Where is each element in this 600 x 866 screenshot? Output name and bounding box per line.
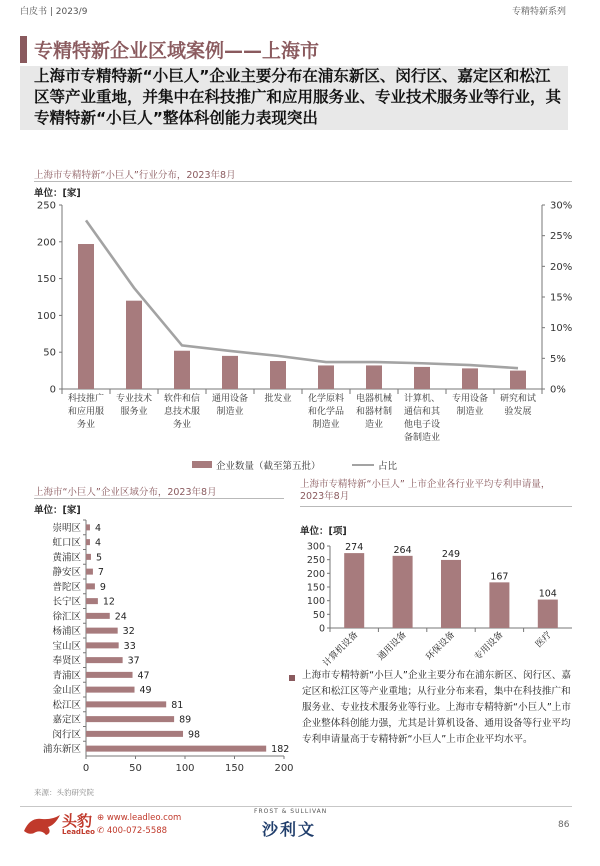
chart3-category-label: 通用设备 bbox=[376, 630, 409, 663]
chart2-value-label: 49 bbox=[139, 685, 152, 697]
chart3-y-tick-label: 150 bbox=[306, 582, 325, 594]
chart2-value-label: 33 bbox=[123, 640, 136, 652]
website-text: www.leadleo.com bbox=[106, 813, 182, 823]
legend-line-swatch bbox=[352, 464, 374, 466]
chart1-bar bbox=[414, 367, 430, 389]
chart1-category-label: 研究和试验发展 bbox=[499, 394, 537, 417]
chart2-bar bbox=[86, 524, 90, 530]
chart2-category-label: 徐汇区 bbox=[52, 611, 81, 623]
phone-text: 400-072-5588 bbox=[106, 826, 168, 836]
globe-icon: ⊕ bbox=[97, 813, 107, 823]
chart2-category-label: 奉贤区 bbox=[52, 655, 81, 667]
chart1-category-label: 专用设备制造业 bbox=[451, 394, 489, 417]
chart3-category-label: 计算机设备 bbox=[321, 630, 361, 669]
chart2-bar bbox=[86, 657, 123, 663]
chart2-value-label: 12 bbox=[102, 596, 115, 608]
chart2-x-tick-label: 0 bbox=[82, 763, 90, 774]
chart2-value-label: 37 bbox=[127, 655, 140, 667]
chart2-category-label: 静安区 bbox=[52, 567, 81, 579]
chart1-category-label: 化学原料和化学品制造业 bbox=[307, 394, 345, 430]
website-link[interactable] bbox=[97, 813, 181, 823]
chart1-category-label: 专业技术服务业 bbox=[115, 394, 153, 417]
footer-rule bbox=[20, 806, 572, 807]
chart1-y2-tick-label: 20% bbox=[550, 261, 573, 273]
chart3-y-tick-label: 100 bbox=[306, 596, 325, 608]
chart2-bar bbox=[86, 598, 98, 604]
chart2-value-label: 182 bbox=[271, 744, 290, 756]
chart1-category-label: 通用设备制造业 bbox=[211, 394, 249, 417]
chart1-y2-tick-label: 15% bbox=[550, 292, 573, 304]
chart3-category-label: 医疗 bbox=[534, 630, 554, 650]
chart2-category-label: 嘉定区 bbox=[52, 714, 81, 726]
phone-contact[interactable] bbox=[97, 826, 167, 836]
chart3-bar bbox=[344, 553, 364, 628]
chart1-title: 上海市专精特新“小巨人”行业分布，2023年8月 bbox=[34, 170, 236, 181]
chart3-value-label: 274 bbox=[345, 542, 364, 554]
chart3-bar bbox=[489, 582, 509, 628]
series-label: 专精特新系列 bbox=[511, 7, 566, 17]
chart2-category-label: 金山区 bbox=[52, 685, 81, 697]
chart2-value-label: 81 bbox=[171, 699, 184, 711]
chart3-y-tick-label: 300 bbox=[306, 541, 325, 553]
brand-cn: 头豹 bbox=[62, 812, 93, 830]
chart1-bar bbox=[222, 356, 238, 389]
chart2-x-tick-label: 50 bbox=[129, 763, 142, 774]
chart2-value-label: 5 bbox=[95, 552, 102, 564]
chart2-value-label: 7 bbox=[97, 567, 104, 579]
chart3-y-tick-label: 0 bbox=[318, 623, 325, 635]
page-number: 86 bbox=[558, 820, 570, 830]
chart2-bar bbox=[86, 746, 266, 752]
chart3-value-label: 167 bbox=[490, 571, 509, 583]
chart1-y2-tick-label: 5% bbox=[550, 353, 566, 365]
chart3-y-tick-label: 50 bbox=[312, 609, 325, 621]
chart1-y2-tick-label: 30% bbox=[550, 200, 573, 212]
chart2-bar bbox=[86, 628, 118, 634]
chart3-bar bbox=[393, 556, 413, 628]
chart1-category-label: 计算机、通信和其他电子设备制造业 bbox=[403, 394, 441, 443]
chart1-y-tick-label: 0 bbox=[49, 384, 56, 396]
chart3-y-tick-label: 250 bbox=[306, 555, 325, 567]
chart2-title: 上海市“小巨人”企业区域分布，2023年8月 bbox=[34, 487, 217, 498]
chart1-bar bbox=[462, 368, 478, 389]
chart1-y2-tick-label: 10% bbox=[550, 323, 573, 335]
chart2-bar bbox=[86, 569, 93, 575]
chart2-value-label: 89 bbox=[179, 714, 192, 726]
chart3-unit: 单位：[项] bbox=[300, 526, 347, 537]
chart2-category-label: 黄浦区 bbox=[52, 552, 81, 564]
chart1-bar bbox=[126, 301, 142, 389]
chart2-bar bbox=[86, 701, 166, 707]
chart2-bar bbox=[86, 731, 183, 737]
chart2-bar bbox=[86, 642, 119, 648]
chart1-bar bbox=[366, 365, 382, 389]
chart2-category-label: 普陀区 bbox=[52, 581, 81, 593]
leadleo-logo bbox=[22, 811, 62, 837]
chart2-value-label: 47 bbox=[137, 670, 150, 682]
chart2-value-label: 98 bbox=[188, 729, 201, 741]
legend-line-label: 占比 bbox=[378, 461, 398, 472]
chart3-value-label: 104 bbox=[538, 588, 557, 600]
chart2-bar bbox=[86, 613, 110, 619]
chart2-title-rule bbox=[34, 498, 284, 499]
chart1-category-label: 批发业 bbox=[264, 394, 292, 404]
chart1-category-label: 科技推广和应用服务业 bbox=[67, 394, 105, 430]
chart2-bar bbox=[86, 672, 133, 678]
chart3-value-label: 264 bbox=[393, 544, 412, 556]
chart3-category-label: 环保设备 bbox=[424, 630, 458, 663]
chart2-category-label: 宝山区 bbox=[52, 640, 81, 652]
chart1-share-line bbox=[86, 220, 518, 368]
partner-cn: 沙利文 bbox=[262, 820, 317, 839]
chart2-category-label: 崇明区 bbox=[52, 522, 81, 534]
legend-bar-label: 企业数量（截至第五批） bbox=[216, 461, 321, 472]
chart3-bar bbox=[441, 560, 461, 628]
chart2-category-label: 杨浦区 bbox=[52, 626, 81, 638]
chart2-value-label: 4 bbox=[94, 537, 102, 549]
chart2-value-label: 4 bbox=[94, 522, 102, 534]
phone-icon: ✆ bbox=[97, 826, 107, 836]
chart1-category-label: 软件和信息技术服务业 bbox=[163, 394, 201, 430]
chart3-value-label: 249 bbox=[441, 548, 461, 560]
chart3-category-label: 专用设备 bbox=[472, 630, 506, 663]
chart1-y-tick-label: 200 bbox=[36, 237, 56, 249]
chart2-category-label: 长宁区 bbox=[52, 596, 81, 608]
chart1-bar bbox=[174, 351, 190, 389]
chart2-unit: 单位：[家] bbox=[34, 505, 81, 516]
chart2-bar bbox=[86, 539, 90, 545]
chart2-category-label: 浦东新区 bbox=[42, 744, 81, 756]
bullet-text: 上海市专精特新“小巨人”企业主要分布在浦东新区、闵行区、嘉定区和松江区等产业重地；从行业分布来看，集中在科技推广和服务业、专业技术服务业等行业。上海市专精特新“小巨人”上市企业整体科创能力强，尤其是计算机设备、通用设备等行业平均专利申请量高于专精特新“小巨人”上市企业平均水平。 bbox=[302, 670, 571, 745]
chart2-category-label: 松江区 bbox=[52, 699, 81, 711]
chart2-category-label: 闵行区 bbox=[52, 729, 81, 741]
chart2-value-label: 24 bbox=[114, 611, 127, 623]
legend-bar-swatch bbox=[192, 461, 212, 468]
bullet-marker bbox=[289, 675, 295, 681]
chart2-bar bbox=[86, 687, 135, 693]
chart2-bar bbox=[86, 583, 95, 589]
chart1-bar bbox=[510, 371, 526, 389]
chart3-title-rule bbox=[300, 506, 572, 507]
chart2-bar bbox=[86, 716, 174, 722]
chart1-y2-tick-label: 0% bbox=[550, 384, 566, 396]
chart2-bar bbox=[86, 554, 91, 560]
chart2-x-tick-label: 100 bbox=[175, 763, 195, 774]
chart2-category-label: 虹口区 bbox=[52, 537, 81, 549]
partner-en: FROST & SULLIVAN bbox=[254, 808, 328, 815]
chart3-y-tick-label: 200 bbox=[306, 568, 325, 580]
chart2-category-label: 青浦区 bbox=[52, 670, 81, 682]
chart1-bar bbox=[78, 244, 94, 389]
source-note: 来源：头豹研究院 bbox=[34, 788, 94, 797]
chart1-bar bbox=[270, 361, 286, 389]
summary-text: 上海市专精特新“小巨人”企业主要分布在浦东新区、闵行区、嘉定区和松江区等产业重地，并集中在科技推广和应用服务业、专业技术服务业等行业，其专精特新“小巨人”整体科创能力表现突出 bbox=[34, 67, 562, 127]
chart1-y2-tick-label: 25% bbox=[550, 231, 573, 243]
chart2-value-label: 32 bbox=[122, 626, 135, 638]
report-label: 白皮书 | 2023/9 bbox=[20, 7, 88, 17]
chart2-value-label: 9 bbox=[99, 581, 106, 593]
chart1-category-label: 电器机械和器材制造业 bbox=[355, 394, 393, 430]
chart1-y-tick-label: 50 bbox=[43, 347, 56, 359]
page-title: 专精特新企业区域案例——上海市 bbox=[34, 40, 320, 62]
chart2-x-tick-label: 150 bbox=[224, 763, 245, 774]
chart3-bar bbox=[538, 600, 558, 628]
chart1-y-tick-label: 150 bbox=[36, 274, 56, 286]
chart3-title: 上海市专精特新“小巨人” 上市企业各行业平均专利申请量，2023年8月 bbox=[300, 479, 551, 502]
chart1-unit: 单位：[家] bbox=[34, 188, 81, 199]
chart1-y-tick-label: 250 bbox=[36, 200, 56, 212]
brand-en: LeadLeo bbox=[62, 828, 95, 836]
chart2-x-tick-label: 200 bbox=[274, 763, 294, 774]
chart1-y-tick-label: 100 bbox=[36, 310, 56, 322]
chart1-bar bbox=[318, 365, 334, 389]
